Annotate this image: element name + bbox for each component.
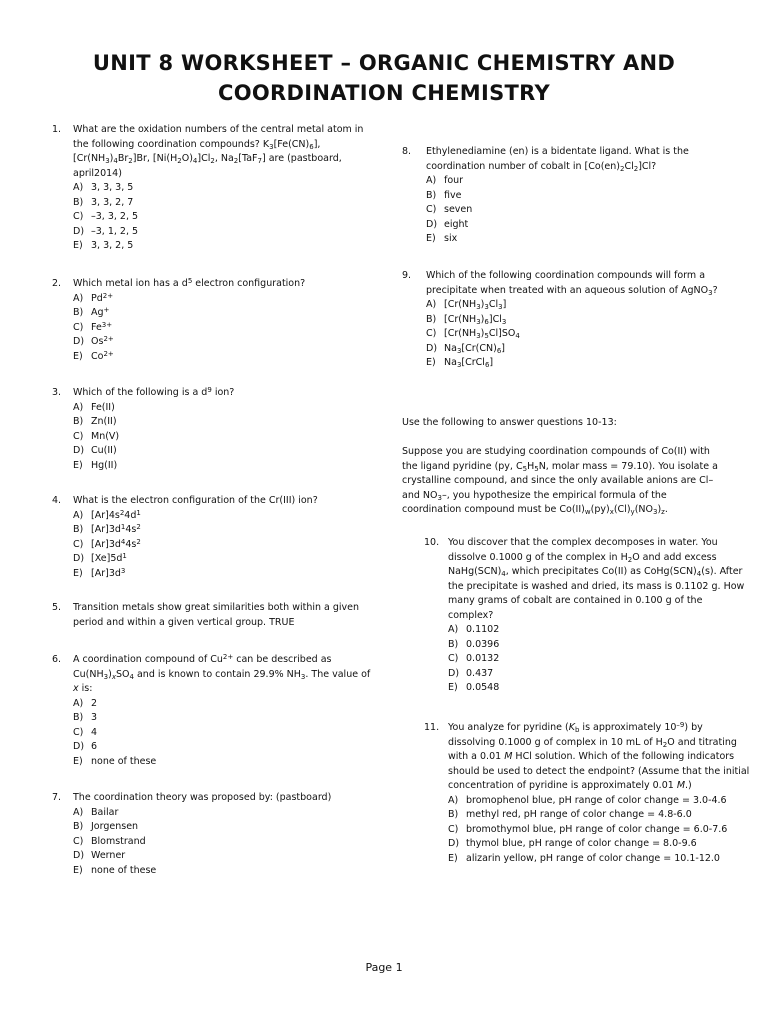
option-label: B) [73,416,84,427]
question-stem: Which of the following coordination compounds will form a precipitate when treated with an aqueous solution of AgNO$_3$? [426,270,718,297]
question-5 [52,601,372,630]
question-stem: Which metal ion has a $d^5$ electron configuration? [73,277,306,289]
option: D) $[Xe]5d^1$ [73,552,127,564]
question-stem: You discover that the complex decomposes in water. You dissolve 0.1000 g of the complex in $H_2O$ and add excess $NaHg(SCN)_4$, which precipitates Co(II) as $CoHg(SCN)_4(s)$. After the precipitate is washed and dried, its mass is 0.1102 g. How many grams of cobalt are contained in 0.100 g of the complex? [448,537,745,621]
option-text: –3, 3, 2, 5 [91,211,139,222]
option: B) $[Ar]3d^14s^2$ [73,523,141,535]
option-label: A) [448,624,459,635]
option [73,849,331,864]
option-label: C) [73,211,84,222]
option-text: thymol blue, pH range of color change = 8.0-9.6 [466,838,697,849]
option-label: C) [73,430,84,442]
option-label: D) [73,741,85,752]
question-number: 9. [402,270,412,281]
option-text: 0.1102 [466,624,500,635]
question-2 [52,277,305,364]
option-label: E) [448,852,458,864]
option [426,203,750,218]
option: C) $Fe^{3+}$ [73,320,113,333]
option [73,210,372,225]
option [448,852,750,867]
option-text: bromophenol blue, pH range of color change = 3.0-4.6 [466,794,727,806]
option [73,755,372,770]
option [73,697,372,712]
option [448,623,750,638]
question-11 [402,721,750,866]
option-text: Bailar [91,806,119,818]
option-label: A) [73,401,84,413]
scenario-paragraph: Suppose you are studying coordination compounds of Co(II) with the ligand pyridine (py, $C_5H_5N$, molar mass = 79.10). You isolate a crystalline compound, and since the only available anions are Cl– and $NO_3-$, you hypothesize the empirical formula of the coordination compound must be $Co(II)_w(py)_x(Cl)_y(NO_3)_z$. [402,446,718,516]
option-text: 2 [91,697,98,709]
option-text: 3, 3, 2, 7 [91,196,134,208]
option-label: E) [73,240,83,251]
option-text: –3, 1, 2, 5 [91,225,139,237]
option [73,196,372,211]
option-text: four [444,175,464,186]
question-stem: Which of the following is a $d^9$ ion? [73,386,235,398]
question-stem: What is the electron configuration of the Cr(III) ion? [73,495,318,506]
option [448,837,750,852]
option-text: six [444,233,458,244]
option [73,415,234,430]
question-6 [52,653,372,769]
option-text: alizarin yellow, pH range of color change = 10.1-12.0 [466,852,720,864]
option-label: B) [73,196,84,208]
shared-questions-intro: Use the following to answer questions 10-13: [402,417,617,428]
option [426,174,750,189]
option-text: 3, 3, 2, 5 [91,240,134,251]
option-text: five [444,189,462,201]
option [448,808,750,823]
option-text: none of these [91,864,157,876]
option: C) $[Cr(NH_3)_5Cl]SO_4$ [426,328,520,340]
option-label: E) [73,459,83,471]
question-number: 3. [52,387,62,398]
page-number: Page 1 [365,961,403,974]
option: D) $Na_3[Cr(CN)_6]$ [426,342,505,355]
question-number: 8. [402,146,412,157]
option-text: methyl red, pH range of color change = 4.8-6.0 [466,809,692,820]
option-label: B) [448,809,459,820]
option-label: D) [448,667,460,679]
option-label: D) [73,445,85,456]
option [73,444,234,459]
option: A) $[Cr(NH_3)_3Cl_3]$ [426,299,507,311]
option-text: none of these [91,755,157,767]
option-label: A) [73,182,84,193]
option [73,820,331,835]
option-text: 0.0396 [466,638,500,650]
option: A) $[Ar]4s^24d^1$ [73,508,141,521]
option [73,711,372,726]
option [73,740,372,755]
question-stem: A coordination compound of $Cu^{2+}$ can be described as $Cu(NH_3)_xSO_4$ and is known to contain 29.9% $NH_3$. The value of x is: [73,653,371,694]
option-text: 0.437 [466,667,494,679]
option: D) $Os^{2+}$ [73,335,114,347]
question-9 [402,269,750,371]
option-text: 4 [91,726,98,738]
option [448,794,750,809]
question-number: 4. [52,495,62,506]
option-text: Fe(II) [91,401,115,413]
option-label: B) [426,189,437,201]
option [73,239,372,254]
option [73,864,331,879]
option [448,667,750,682]
question-number: 5. [52,602,62,613]
option-label: C) [73,835,84,847]
option [448,681,750,696]
option [448,823,750,838]
question-4 [52,494,318,581]
question-number: 10. [424,537,440,548]
question-10 [402,536,750,696]
question-1 [52,123,372,254]
option-label: B) [73,821,84,832]
option-text: 3 [91,712,98,723]
option: E) $[Ar]3d^3$ [73,566,126,579]
option-text: 0.0548 [466,682,500,693]
option [73,225,372,240]
option-label: E) [73,864,83,876]
option-text: Jorgensen [91,821,139,832]
option-label: B) [448,638,459,650]
question-stem: What are the oxidation numbers of the central metal atom in the following coordination compounds? $K_3[Fe(CN)_6]$, $[Cr(NH_3)_4Br_2]Br$, $[Ni(H_2O)_4]Cl_2$, $Na_2[TaF_7]$ are (pastboard, april2014) [73,124,364,179]
option: B) Ag+ [73,306,110,318]
option [73,401,234,416]
question-stem: Ethylenediamine (en) is a bidentate ligand. What is the coordination number of cobalt in $[Co(en)_2Cl_2]Cl$? [426,146,689,173]
option-label: A) [448,794,459,806]
option [448,652,750,667]
option [73,430,234,445]
option [73,806,331,821]
option-text: bromothymol blue, pH range of color change = 6.0-7.6 [466,823,728,835]
option [426,189,750,204]
option: C) $[Ar]3d^44s^2$ [73,537,141,550]
option-text: seven [444,204,473,215]
option [448,638,750,653]
option: B) $[Cr(NH_3)_6]Cl_3$ [426,313,507,326]
option [73,181,372,196]
option-label: C) [448,653,459,664]
option-label: C) [73,726,84,738]
option-label: D) [426,218,438,230]
option-text: Hg(II) [91,459,118,471]
option-text: 0.0132 [466,653,500,664]
option [426,232,750,247]
question-stem: You analyze for pyridine ($K_b$ is approximately $10^{-9}$) by dissolving 0.1000 g of complex in 10 mL of $H_2O$ and titrating with a 0.01 M HCl solution. Which of the following indicators should be used to detect the endpoint? (Assume that the initial concentration of pyridine is approximately 0.01 M.) [448,721,750,791]
option-label: A) [73,697,84,709]
question-stem: Transition metals show great similarities both within a given period and within a given vertical group. TRUE [73,602,360,628]
worksheet-title: UNIT 8 WORKSHEET – ORGANIC CHEMISTRY AND COORDINATION CHEMISTRY [92,51,676,105]
option-text: eight [444,218,469,230]
question-3 [52,386,234,473]
option [426,218,750,233]
question-8 [402,145,750,247]
question-number: 2. [52,278,62,289]
question-number: 6. [52,654,62,665]
question-number: 1. [52,124,62,135]
option-label: E) [448,682,458,693]
question-7 [52,791,331,878]
question-number: 11. [424,722,440,733]
question-number: 7. [52,792,62,803]
option-label: E) [73,755,83,767]
option-label: E) [426,233,436,244]
option-text: 3, 3, 3, 5 [91,182,134,193]
option-text: Blomstrand [91,835,146,847]
option-text: Werner [91,850,126,861]
option: E) $Co^{2+}$ [73,349,114,362]
option [73,835,331,850]
option-text: Mn(V) [91,430,120,442]
option-label: C) [426,204,437,215]
option-text: Zn(II) [91,416,117,427]
question-stem: The coordination theory was proposed by: (pastboard) [73,792,332,803]
option: A) $Pd^{2+}$ [73,291,114,304]
option-label: C) [448,823,459,835]
option-text: Cu(II) [91,445,117,456]
option [73,459,234,474]
option-text: 6 [91,741,98,752]
option-label: D) [448,838,460,849]
option-label: B) [73,712,84,723]
option-label: D) [73,225,85,237]
option: E) $Na_3[CrCl_6]$ [426,357,494,369]
option-label: A) [426,175,437,186]
option-label: D) [73,850,85,861]
option [73,726,372,741]
option-label: A) [73,806,84,818]
